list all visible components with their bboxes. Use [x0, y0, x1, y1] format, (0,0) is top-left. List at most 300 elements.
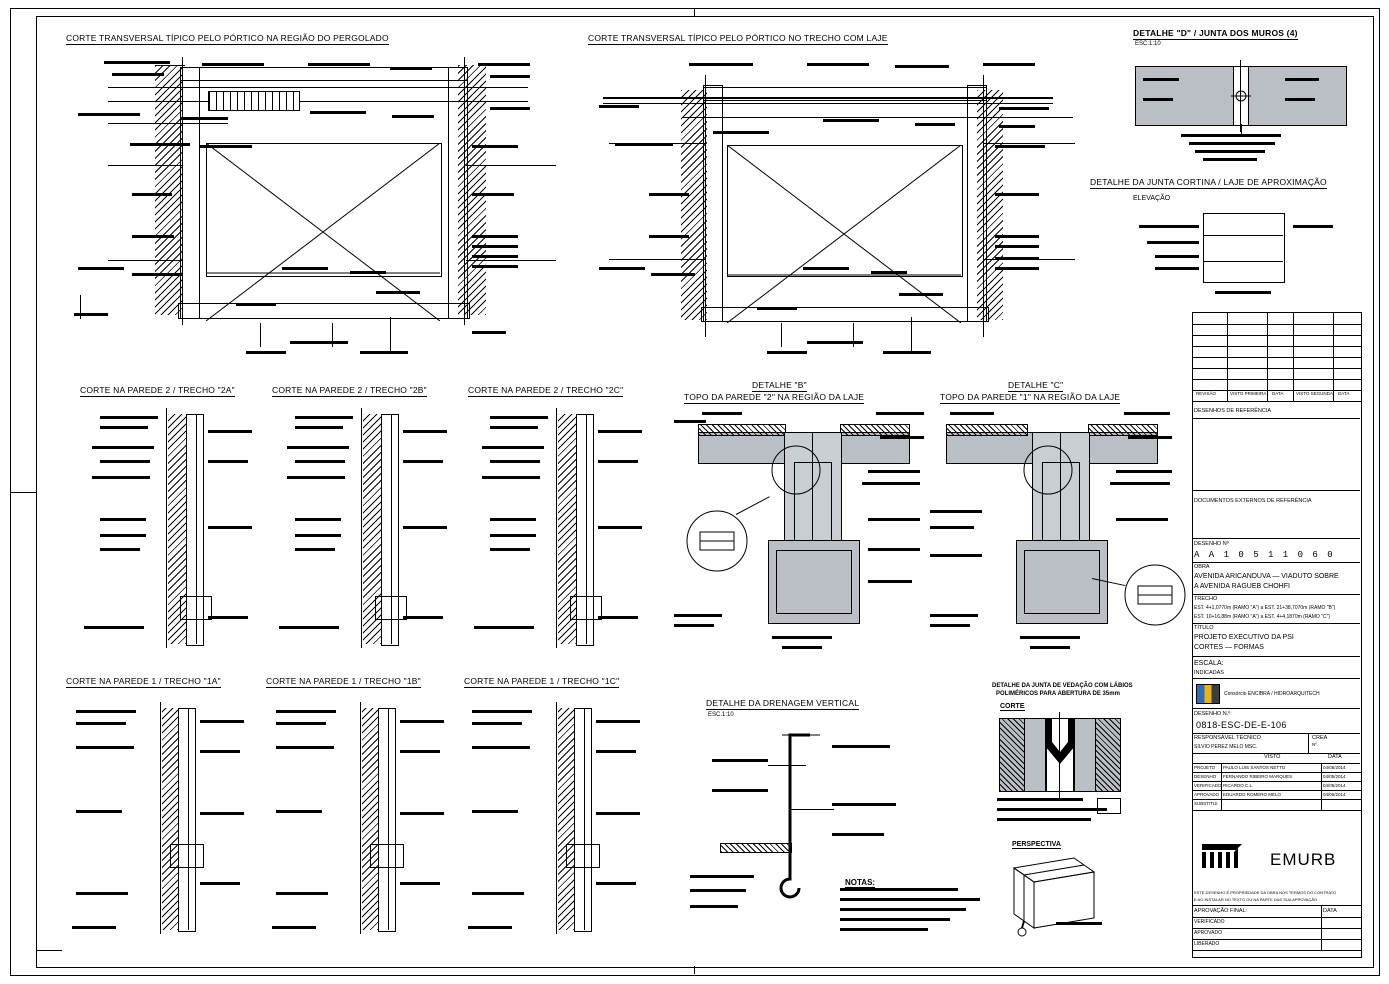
annotation-text	[78, 267, 124, 270]
slab-line-2	[603, 103, 1053, 104]
leader	[80, 295, 81, 319]
annotation-text	[713, 131, 769, 134]
annotation-text	[807, 341, 863, 344]
small-box	[1097, 798, 1121, 814]
elevation-line	[1203, 235, 1283, 236]
annotation-text	[930, 614, 978, 617]
title-detalhe-b-sub: TOPO DA PAREDE "2" NA REGIÃO DA LAJE	[684, 392, 865, 402]
joint-opening	[1045, 718, 1075, 792]
approval-label-3: LIBERADO	[1194, 941, 1220, 947]
wall-inner-line	[188, 708, 189, 930]
title-junta-vedacao-2: POLIMÉRICOS PARA ABERTURA DE 35mm	[996, 691, 1120, 697]
annotation-text	[832, 833, 884, 836]
annotation-text	[995, 257, 1039, 260]
detail-parede1-1b	[262, 692, 452, 942]
annotation-text	[272, 926, 316, 929]
annotation-text	[490, 518, 536, 521]
footing-outline	[776, 550, 852, 614]
resp-label: RESPONSÁVEL TÉCNICO	[1194, 735, 1261, 741]
annotation-text	[100, 518, 146, 521]
annotation-text	[295, 416, 353, 419]
detail-bubble-left	[682, 506, 752, 576]
trecho-line1: EST. 4+1,0770m (RAMO "A") a EST. 21+38,7070m (RAMO "B")	[1194, 605, 1336, 611]
trecho-line2: EST. 10+16,88m (RAMO "A") a EST. 4+4,1870m (RAMO "C")	[1194, 614, 1331, 620]
ground-hatch	[720, 843, 792, 853]
annotation-text	[472, 255, 518, 258]
rev-header-visto2: VISTO SEGUNDA	[1296, 391, 1333, 396]
sig-date-1: 04/05/2014	[1323, 774, 1346, 779]
annotation-text	[690, 875, 754, 878]
sig-date-3: 04/05/2014	[1323, 792, 1346, 797]
footing	[566, 844, 600, 868]
annotation-text	[376, 291, 420, 294]
footing	[370, 844, 404, 868]
annotation-text	[832, 745, 890, 748]
annotation-text	[1020, 636, 1080, 639]
dim-line-4	[466, 165, 556, 166]
annotation-text	[868, 580, 912, 583]
annotation-text	[1215, 291, 1271, 294]
annotation-text	[104, 61, 170, 64]
annotation-text	[403, 616, 443, 619]
titulo-line1: PROJETO EXECUTIVO DA PSI	[1194, 634, 1294, 641]
annotation-text	[276, 722, 326, 725]
annotation-text	[200, 750, 240, 753]
annotation-text	[782, 646, 822, 649]
detail-parede2-2b	[265, 400, 455, 650]
annotation-text	[472, 245, 518, 248]
annotation-text	[92, 476, 150, 479]
titulo-label: TÍTULO	[1194, 625, 1214, 631]
annotation-text	[112, 73, 164, 76]
annotation-text	[598, 616, 638, 619]
annotation-text	[236, 303, 276, 306]
annotation-text	[999, 107, 1049, 110]
title-corte-laje: CORTE TRANSVERSAL TÍPICO PELO PÓRTICO NO TRECHO COM LAJE	[588, 33, 888, 43]
note-line	[840, 908, 966, 911]
dim-line	[160, 702, 161, 934]
detail-parede2-2a	[70, 400, 260, 650]
annotation-text	[76, 710, 136, 713]
annotation-text	[950, 412, 994, 415]
annotation-text	[200, 812, 244, 815]
title-drenagem-scale: ESC.1:10	[708, 712, 734, 718]
footing-outline	[1024, 550, 1100, 614]
title-junta-cortina: DETALHE DA JUNTA CORTINA / LAJE DE APROXIMAÇÃO	[1090, 177, 1327, 187]
annotation-text	[474, 626, 534, 629]
note-line	[840, 888, 958, 891]
obra-label: OBRA	[1194, 564, 1210, 570]
title-detalhe-b: DETALHE "B"	[752, 380, 807, 390]
title-block-outer	[1192, 312, 1362, 958]
annotation-text	[1155, 255, 1199, 258]
title-detalhe-c: DETALHE "C"	[1008, 380, 1064, 390]
joint-seal-symbol	[1229, 86, 1253, 106]
rev-header-data1: DATA	[1272, 391, 1284, 396]
annotation-text	[690, 889, 746, 892]
dim-line	[166, 408, 167, 648]
sig-role-0: PROJETO	[1194, 765, 1216, 770]
annotation-text	[472, 331, 506, 334]
annotation-text	[482, 476, 540, 479]
annotation-text	[208, 460, 248, 463]
annotation-text	[871, 271, 907, 274]
annotation-text	[983, 63, 1035, 66]
annotation-text	[1285, 98, 1315, 101]
annotation-text	[490, 75, 530, 78]
approval-right-0: DATA	[1323, 908, 1337, 914]
leader	[332, 323, 333, 347]
annotation-text	[997, 808, 1107, 811]
annotation-text	[598, 430, 642, 433]
approval-label-1: VERIFICADO	[1194, 919, 1225, 925]
annotation-text	[995, 235, 1039, 238]
annotation-text	[995, 245, 1039, 248]
annotation-text	[472, 710, 532, 713]
detail-parede1-1a	[62, 692, 252, 942]
sig-role-2: VERIFICADO	[1194, 783, 1222, 788]
title-junta-vedacao-corte: CORTE	[1000, 703, 1025, 710]
annotation-text	[1285, 78, 1319, 81]
annotation-text	[100, 534, 146, 537]
hatch-left	[999, 718, 1025, 792]
annotation-text	[1116, 518, 1168, 521]
annotation-text	[472, 746, 530, 749]
slab-line-3	[683, 117, 1073, 118]
rev-header-data2: DATA	[1338, 391, 1350, 396]
notes-label: NOTAS:	[845, 878, 876, 887]
annotation-text	[772, 636, 832, 639]
column-right	[448, 67, 468, 319]
annotation-text	[180, 117, 228, 120]
annotation-text	[1147, 241, 1199, 244]
wall-body	[378, 708, 396, 932]
title-parede2-2c: CORTE NA PAREDE 2 / TRECHO "2C"	[468, 385, 624, 395]
crea-sub-label: Nº	[1312, 742, 1317, 747]
annotation-text	[674, 420, 706, 423]
dim-line-1	[108, 123, 228, 124]
annotation-text	[400, 812, 444, 815]
annotation-text	[1189, 142, 1275, 145]
annotation-text	[997, 818, 1091, 821]
annotation-text	[930, 510, 982, 513]
sig-role-3: APROVADO	[1194, 792, 1220, 797]
drawing-no2-value: 0818-ESC-DE-E-106	[1196, 720, 1287, 730]
dim-tick-v1	[182, 57, 183, 325]
annotation-text	[649, 193, 689, 196]
annotation-text	[400, 750, 440, 753]
leader	[260, 323, 261, 347]
detail-bubble-top	[1020, 442, 1076, 498]
annotation-text	[295, 518, 341, 521]
registration-tick-top	[694, 8, 695, 17]
annotation-text	[472, 265, 518, 268]
registration-tick-left	[10, 492, 36, 493]
slab-top-line	[603, 97, 1053, 99]
annotation-text	[615, 143, 673, 146]
annotation-text	[702, 412, 742, 415]
annotation-text	[76, 722, 126, 725]
annotation-text	[995, 145, 1045, 148]
wall-body	[178, 708, 196, 932]
title-drenagem-vertical: DETALHE DA DRENAGEM VERTICAL	[706, 698, 860, 708]
column-right	[967, 85, 987, 322]
annotation-text	[930, 526, 974, 529]
annotation-text	[208, 526, 252, 529]
top-beam-line-2	[108, 101, 528, 102]
title-detalhe-d-scale: ESC.1:10	[1135, 41, 1161, 47]
title-parede2-2b: CORTE NA PAREDE 2 / TRECHO "2B"	[272, 385, 427, 395]
title-junta-vedacao: DETALHE DA JUNTA DE VEDAÇÃO COM LÁBIOS	[992, 683, 1133, 689]
diagonal-cross	[727, 145, 961, 323]
annotation-text	[287, 446, 349, 449]
annotation-text	[1195, 150, 1265, 153]
annotation-text	[403, 526, 447, 529]
corner-notch-2	[36, 950, 62, 951]
annotation-text	[350, 271, 386, 274]
disclaimer-line2: E AO INSTALAR NO TEXTO OU NA PARTE DAS SUA APROVAÇÃO	[1194, 897, 1318, 902]
diagonal-cross	[206, 143, 440, 321]
title-parede1-1a: CORTE NA PAREDE 1 / TRECHO "1A"	[66, 676, 221, 686]
annotation-text	[995, 267, 1039, 270]
annotation-text	[868, 518, 920, 521]
annotation-text	[599, 105, 639, 108]
leader	[781, 323, 782, 347]
annotation-text	[895, 65, 949, 68]
annotation-text	[84, 626, 144, 629]
annotation-text	[930, 554, 982, 557]
annotation-text	[598, 526, 642, 529]
drawing-no-value: A A 1 0 5 1 1 0 6 0	[1194, 550, 1335, 560]
wall-section-left	[1135, 66, 1235, 126]
annotation-text	[72, 926, 116, 929]
annotation-text	[1155, 267, 1199, 270]
sig-name-3: EDUARDO ROMERO MELO	[1223, 792, 1282, 797]
title-block	[1192, 312, 1360, 962]
drawing-no2-label: DESENHO N.º	[1194, 711, 1231, 717]
footing	[170, 844, 204, 868]
annotation-text	[100, 426, 148, 429]
resp-value: SILVIO PEREZ MELO MSC.	[1194, 744, 1258, 750]
annotation-text	[598, 460, 638, 463]
annotation-text	[276, 892, 328, 895]
annotation-text	[883, 351, 931, 354]
annotation-text	[690, 905, 738, 908]
annotation-text	[132, 273, 182, 276]
annotation-text	[915, 123, 955, 126]
ext-docs-label: DOCUMENTOS EXTERNOS DE REFERÊNCIA	[1194, 498, 1312, 504]
annotation-text	[651, 273, 695, 276]
annotation-text	[999, 125, 1035, 128]
annotation-text	[472, 810, 518, 813]
annotation-text	[76, 810, 122, 813]
annotation-text	[832, 803, 896, 806]
sig-date-2: 04/05/2014	[1323, 783, 1346, 788]
sig-name-1: FERNANDO RIBEIRO MARQUES	[1223, 774, 1293, 779]
column-left	[180, 67, 200, 319]
annotation-text	[823, 119, 879, 122]
annotation-text	[295, 460, 345, 463]
annotation-text	[202, 63, 264, 66]
annotation-text	[649, 235, 689, 238]
annotation-text	[208, 430, 252, 433]
elevation-outline	[1203, 213, 1285, 283]
annotation-text	[596, 812, 640, 815]
hatch-right	[1095, 718, 1121, 792]
dim-line-3	[108, 260, 182, 261]
annotation-text	[1143, 78, 1179, 81]
annotation-text	[295, 548, 335, 551]
wall-body	[574, 708, 592, 932]
annotation-text	[868, 470, 920, 473]
title-elevacao: ELEVAÇÃO	[1133, 195, 1171, 202]
annotation-text	[1110, 482, 1170, 485]
annotation-text	[132, 193, 172, 196]
soil-hatch-left	[155, 65, 183, 315]
annotation-text	[287, 476, 345, 479]
escala-label: ESCALA:	[1194, 660, 1224, 667]
top-beam-line	[108, 87, 528, 88]
annotation-text	[400, 882, 440, 885]
annotation-text	[478, 63, 530, 66]
annotation-text	[1124, 412, 1170, 415]
dim-line-3	[983, 143, 1075, 144]
annotation-text	[1143, 98, 1173, 101]
escala-value: INDICADAS	[1194, 670, 1224, 676]
annotation-text	[208, 616, 248, 619]
annotation-text	[276, 746, 334, 749]
annotation-text	[100, 416, 158, 419]
rev-header-revisao: REVISÃO	[1196, 391, 1217, 396]
detail-parede1-1c	[458, 692, 648, 942]
ref-drawings-label: DESENHOS DE REFERÊNCIA	[1194, 408, 1272, 414]
rev-header-visto1: VISTO PRIMEIRA	[1230, 391, 1267, 396]
consortium-name: Consórcio ENCIBRA / HIDROARQUITECH	[1224, 691, 1320, 697]
dim-line-5	[466, 260, 556, 261]
annotation-text	[482, 446, 544, 449]
approval-label-2: APROVADO	[1194, 930, 1222, 936]
annotation-text	[282, 267, 328, 270]
sig-role-4: SUBSTITUI	[1194, 801, 1218, 806]
soil-hatch	[362, 708, 378, 930]
annotation-text	[130, 143, 190, 146]
sig-role-1: DESENHO	[1194, 774, 1217, 779]
annotation-text	[596, 750, 636, 753]
dim-tick-v2	[983, 75, 984, 337]
annotation-text	[1139, 225, 1199, 228]
crea-label: CREA	[1312, 735, 1328, 741]
annotation-text	[490, 534, 536, 537]
notes-block	[840, 886, 1000, 946]
annotation-text	[276, 710, 336, 713]
data-header: DATA	[1328, 754, 1342, 760]
drain-pipe	[768, 729, 828, 909]
joint-center	[1059, 712, 1060, 798]
note-line	[840, 898, 980, 901]
leader	[853, 323, 854, 347]
annotation-text	[400, 720, 444, 723]
leader	[911, 317, 912, 351]
annotation-text	[674, 614, 722, 617]
drawing-no-label: DESENHO Nº	[1194, 541, 1229, 547]
detail-bubble-right	[1120, 560, 1190, 630]
annotation-text	[472, 722, 522, 725]
dim-line-2	[609, 259, 705, 260]
annotation-text	[392, 115, 434, 118]
annotation-text	[472, 235, 518, 238]
pavement-hatch	[946, 424, 1028, 436]
dim-line	[361, 408, 362, 648]
annotation-text	[1056, 922, 1102, 925]
detail-parede2-2c	[460, 400, 650, 650]
annotation-text	[276, 810, 322, 813]
annotation-text	[92, 446, 154, 449]
sig-name-2: RICARDO C.L.	[1223, 783, 1254, 788]
detail-junta-muros	[1125, 56, 1355, 176]
annotation-text	[490, 548, 530, 551]
dim-line	[360, 702, 361, 934]
annotation-text	[279, 626, 339, 629]
titulo-line2: CORTES — FORMAS	[1194, 644, 1264, 651]
pavement-hatch-right	[1088, 424, 1158, 436]
title-detalhe-d: DETALHE "D" / JUNTA DOS MUROS (4)	[1133, 28, 1298, 38]
annotation-text	[599, 267, 645, 270]
column-left	[703, 85, 723, 322]
annotation-text	[596, 882, 636, 885]
annotation-text	[390, 67, 432, 70]
annotation-text	[807, 63, 869, 66]
detail-b-topo-parede2	[672, 410, 932, 660]
annotation-text	[803, 267, 849, 270]
annotation-text	[997, 798, 1083, 801]
annotation-text	[360, 351, 408, 354]
annotation-text	[295, 534, 341, 537]
annotation-text	[403, 460, 443, 463]
dim-line	[556, 702, 557, 934]
emurb-logo-text: EMURB	[1270, 850, 1337, 869]
dim-tick-v2	[464, 57, 465, 325]
dim-tick-v1	[705, 75, 706, 337]
annotation-text	[472, 145, 518, 148]
annotation-text	[310, 111, 366, 114]
pavement-hatch-right	[840, 424, 910, 436]
title-perspectiva: PERSPECTIVA	[1012, 841, 1061, 848]
dim-line	[556, 408, 557, 648]
annotation-text	[76, 892, 128, 895]
obra-line2: A AVENIDA RAGUEB CHOHFI	[1194, 583, 1290, 590]
annotation-text	[868, 548, 920, 551]
annotation-text	[757, 307, 797, 310]
annotation-text	[490, 460, 540, 463]
annotation-text	[880, 436, 924, 439]
obra-line1: AVENIDA ARICANDUVA — VIADUTO SOBRE	[1194, 573, 1339, 580]
perspective-3d-view	[1002, 852, 1112, 942]
annotation-text	[1293, 225, 1333, 228]
annotation-text	[1116, 470, 1172, 473]
disclaimer-line1: ESTE DESENHO É PROPRIEDADE DA OBRA NOS TERMOS DO CONTRATO	[1194, 890, 1337, 895]
annotation-text	[930, 624, 970, 627]
detail-corte-laje	[585, 45, 1105, 375]
soil-hatch	[558, 708, 574, 930]
approval-label-0: APROVAÇÃO FINAL:	[1194, 908, 1248, 914]
detail-junta-vedacao	[995, 712, 1125, 832]
wall-section-right	[1247, 66, 1347, 126]
leader	[1241, 124, 1242, 134]
annotation-text	[200, 145, 252, 148]
annotation-text	[100, 460, 150, 463]
annotation-text	[1203, 158, 1257, 161]
wall-inner-line	[388, 708, 389, 930]
